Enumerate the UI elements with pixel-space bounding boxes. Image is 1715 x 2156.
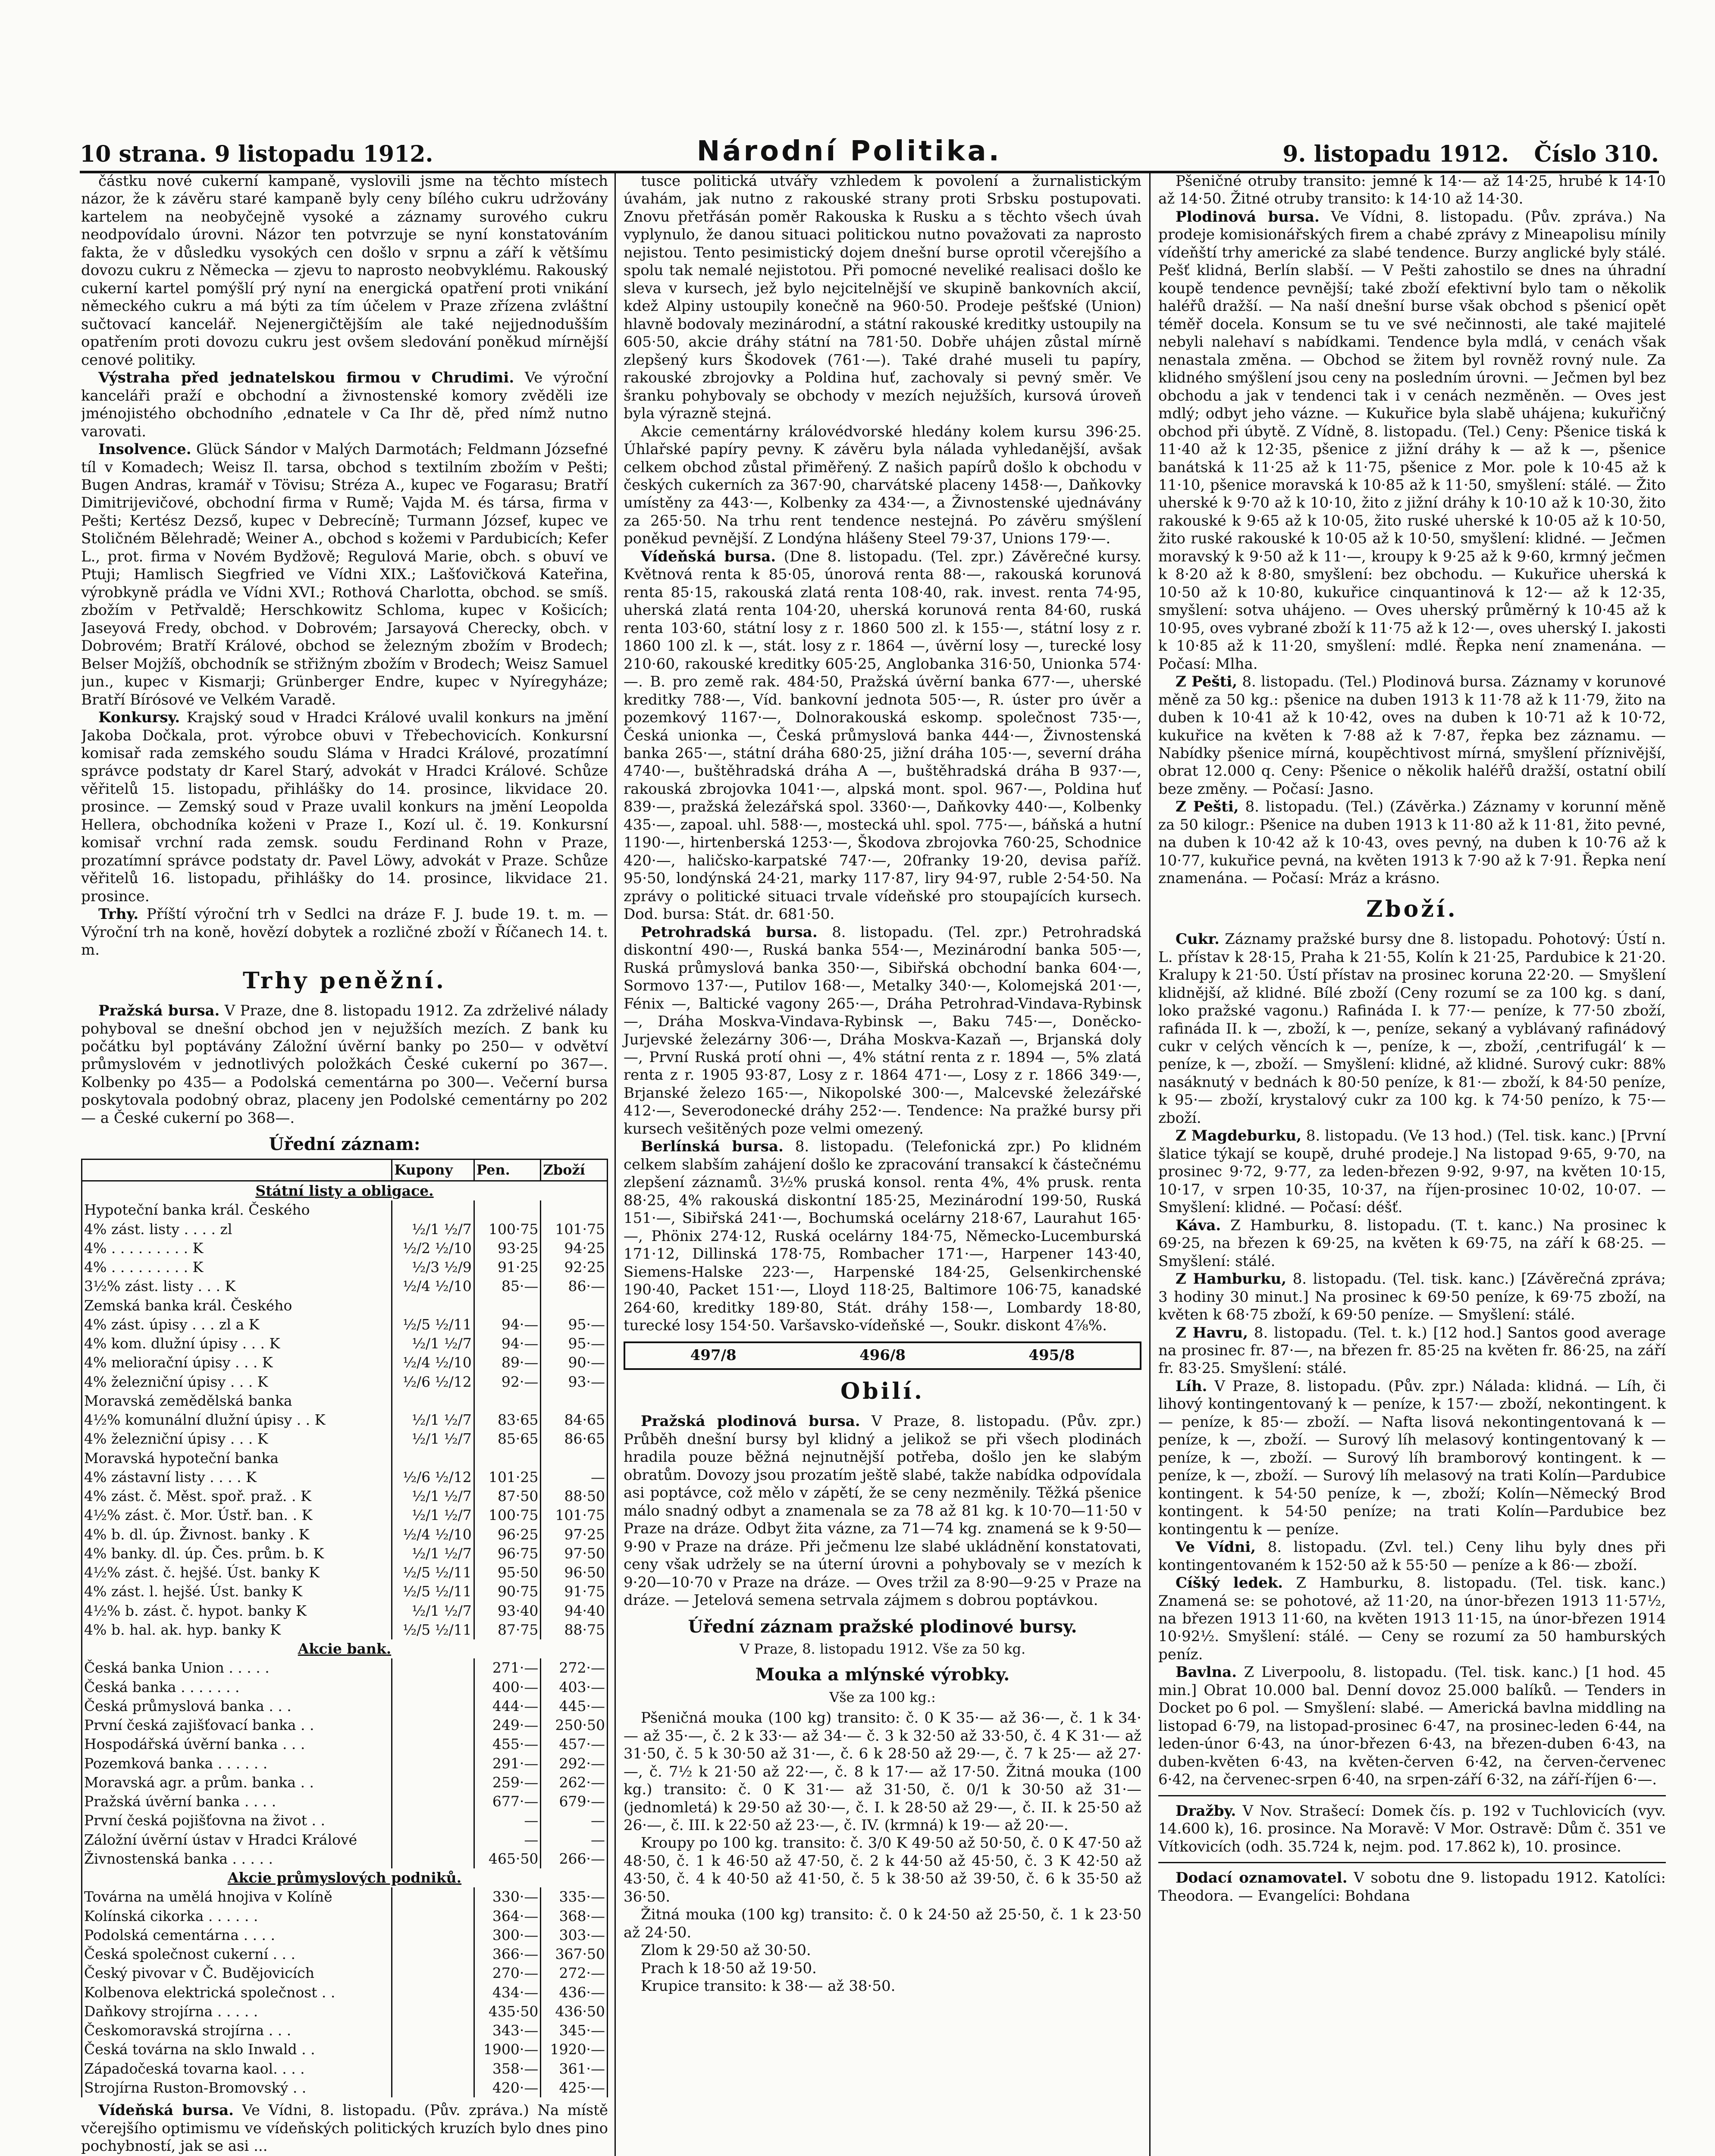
table-row	[82, 1544, 608, 1563]
table-cell: 4% zástavní listy . . . . K	[82, 1468, 392, 1487]
table-cell: 300·—	[474, 1926, 541, 1945]
table-cell: 4½% zást. č. Mor. Ústř. ban. . K	[82, 1506, 392, 1525]
saltpetre-section: Cíšký ledek. Z Hamburku, 8. listopadu. (Tel. tisk. kanc.) Znamená se: se pohotové, až 11·20, na únor-březen 1913 11·57½, na březen 1913 11·60, na květen 1913 11·15, na únor-březen 1914 10·92½. Smyšlení: stálé. — Ceny se rozumí za 50 hamburských peníz.	[1158, 1574, 1666, 1663]
table-cell	[392, 1887, 474, 1906]
table-cell: 420·—	[474, 2078, 541, 2097]
table-cell	[392, 1296, 474, 1315]
table-cell: Pražská úvěrní banka . . . .	[82, 1792, 392, 1811]
pest-section: Z Pešti, 8. listopadu. (Tel.) Plodinová bursa. Záznamy v korunové měně za 50 kg.: pšenice na duben 1913 k 11·78 až k 11·79, žito na duben k 10·41 až k 10·42, oves na duben k 10·71 až k 10·72, kukuřice na květen k 7·88 až k 7·87, řepka bez záznamu. — Nabídky pšenice mírná, koupěchtivost mírná, smyšlení příznivější, obrat 12.000 q. Ceny: Pšenice o několik haléřů dražší, ostatní obilí beze změny. — Počasí: Jasno.	[1158, 673, 1666, 798]
table-cell: 96·75	[474, 1544, 541, 1563]
table-cell	[392, 1964, 474, 1983]
table-row	[82, 1983, 608, 2002]
rate-strip	[624, 1341, 1141, 1369]
rate-2: 496/8	[859, 1347, 906, 1364]
table-cell: 4% . . . . . . . . . K	[82, 1258, 392, 1277]
table-cell: —	[474, 1811, 541, 1830]
column-3	[1149, 172, 1666, 2156]
table-cell: 4% zást. úpisy . . . zl a K	[82, 1315, 392, 1334]
table-cell	[392, 1907, 474, 1926]
bran-prices: Pšeničné otruby transito: jemné k 14·— až 14·25, hrubé k 14·10 až 14·50. Žitné otruby transito: k 14·10 až 14·30.	[1158, 172, 1666, 208]
table-row	[82, 1563, 608, 1582]
table-row	[82, 1200, 608, 1219]
vienna-spirit-section: Ve Vídni, 8. listopadu. (Zvl. tel.) Ceny lihu byly dnes při kontingentovaném k 152·50 až k 55·50 — peníze a k 86·— zboží.	[1158, 1539, 1666, 1574]
table-row	[82, 1220, 608, 1239]
table-row	[82, 1506, 608, 1525]
warning-section: Výstraha před jednatelskou firmou v Chrudimi. Ve výroční kanceláři praží e obchodní a živnostenské komory zvěděli ize jménojistého obchodního ,ednatele v Ca Ihr dě, před nímž nutno varovati.	[81, 369, 608, 440]
flour-sub: Vše za 100 kg.:	[829, 1689, 936, 1706]
table-cell	[392, 2021, 474, 2040]
table-cell: ½/3 ½/9	[392, 1258, 474, 1277]
table-cell: 677·—	[474, 1792, 541, 1811]
table-row	[82, 1181, 608, 1201]
table-cell: 4% železniční úpisy . . . K	[82, 1373, 392, 1391]
table-row	[82, 1773, 608, 1792]
table-cell	[392, 1678, 474, 1697]
magdeburg-section: Z Magdeburku, 8. listopadu. (Ve 13 hod.) (Tel. tisk. kanc.) [První šlatice týkají se koupě, druhé prodeje.] Na listopad 9·65, 9·70, na prosinec 9·72, 9·77, za leden-březen 9·92, 9·97, na květen 10·15, 10·17, v srpen 10·35, 10·37, na říjen-prosinec 10·02, 10·07. — Smyšlení: klidné. — Počasí: déšť.	[1158, 1127, 1666, 1216]
table-row	[82, 1907, 608, 1926]
table-row	[82, 1373, 608, 1391]
spirit-section: Líh. V Praze, 8. listopadu. (Pův. zpr.) Nálada: klidná. — Líh, či lihový kontingentovaný k — peníze, k 157·— zboží, nekontingent. k — peníze, k 85·— zboží. — Nafta lisová nekontingentovaná k — peníze, k —, zboží. — Surový líh melasový kontingentovaný k — peníze, k —, zboží. — Surový líh bramborový kontingent. k — peníze, k —, zboží. — Surový líh melasový na trati Kolín—Pardubice kontingent. k 54·50 peníze, k —, zboží; Kolín—Německý Brod kontingent. k 54·50 peníze; na trati Kolín—Pardubice bez kontingentu k — peníze.	[1158, 1377, 1666, 1538]
table-cell: První česká pojišťovna na život . .	[82, 1811, 392, 1830]
hamburg-section: Z Hamburku, 8. listopadu. (Tel. tisk. kanc.) [Závěrečná zpráva; 3 hodiny 30 minut.] Na prosinec k 69·50 peníze, k 69·75 zboží, na květen k 68·75 zboží, k 69·50 peníze. — Smyšlení: stálé.	[1158, 1270, 1666, 1324]
vienna-grain-section: Plodinová bursa. Ve Vídni, 8. listopadu. (Pův. zpráva.) Na prodeje komisionářských firem a chabé zprávy z Mineapolisu mínily vídeňští trhy americké za slabé tendence. Burzy anglické byly stálé. Pešť klidná, Berlín slabší. — V Pešti zahostilo se dnes na úhradní koupě tendence pevnější; také zboží efektivní bylo tam o několik haléřů dražší. — Na naší dnešní burse však obchod s pšenicí opět téměř docela. Konsum se tu ve své nečinnosti, ale také majitelé nebyli nalehaví s nabídkami. Tendence byla mdlá, v cenách však nenastala změna. — Obchod se žitem byl rovněž rovný nule. Za klidného smýšlení jsou ceny na posledním úrovni. — Ječmen byl bez obchodu a jak v tendenci tak i v cenách nezměněn. — Oves jest mdlý; odbyt jeho vázne. — Kukuřice byla slabě uhájena; kukuřičný obchod při úbytě. Z Vídně, 8. listopadu. (Tel.) Ceny: Pšenice tiská k 11·40 až k 12·35, pšenice z jižní dráhy k — až k —, pšenice banátská k 11·25 až k 11·75, pšenice z Mor. pole k 10·45 až k 11·10, pšenice moravská k 10·85 až k 11·50, smyšlení: stálé. — Žito uherské k 9·70 až k 10·10, žito z jižní dráhy k 10·10 až k 10·30, žito rakouské k 9·65 až k 10·05, žito ruské uherské k 10·05 až k 10·50, žito ruské rakouské k 10·05 až k 10·50, smyšlení: klidné. — Ječmen moravský k 9·50 až k 11·—, kroupy k 9·25 až k 9·60, krmný ječmen k 8·20 až k 8·80, smyšlení: bez obchodu. — Kukuřice uherská k 10·50 až k 10·80, kukuřice cinquantinová k 12·— až k 12·35, smyšlení: sotva uhájeno. — Oves uherský průměrný k 10·45 až k 10·95, oves vybrané zboží k 11·75 až k 12·—, oves uherský I. jakosti k 10·85 až k 11·20, smyšlení: mdlé. Řepka není znamenána. — Počasí: Mlha.	[1158, 208, 1666, 673]
table-row	[82, 1678, 608, 1697]
obili-heading: Obilí.	[840, 1378, 925, 1404]
table-cell	[392, 2002, 474, 2021]
table-cell: ½/6 ½/12	[392, 1468, 474, 1487]
official-grain-heading: Úřední záznam pražské plodinové bursy.	[688, 1616, 1077, 1637]
kroupy-prices: Kroupy po 100 kg. transito: č. 3/0 K 49·50 až 50·50, č. 0 K 47·50 až 48·50, č. 1 k 46·50 až 47·50, č. 2 k 44·50 až 45·50, č. 3 K 42·50 až 43·50, č. 4 k 40·50 až 41·50, č. 5 k 38·50 až 39·50, č. 6 k 35·50 až 36·50.	[624, 1834, 1141, 1905]
table-row	[82, 2021, 608, 2040]
table-cell	[392, 1811, 474, 1830]
table-row	[82, 1449, 608, 1468]
table-row	[82, 1620, 608, 1639]
table-row	[82, 2059, 608, 2078]
table-cell: ½/1 ½/7	[392, 1410, 474, 1429]
table-cell: ½/4 ½/10	[392, 1277, 474, 1296]
table-cell: ½/4 ½/10	[392, 1525, 474, 1544]
havre-section: Z Havru, 8. listopadu. (Tel. t. k.) [12 hod.] Santos good average na prosinec fr. 87·—, na březen fr. 85·25 na květen fr. 86·25, na září fr. 83·25. Smyšlení: stálé.	[1158, 1324, 1666, 1377]
table-cell: 4% zást. l. hejšé. Úst. banky K	[82, 1582, 392, 1601]
table-row	[82, 1601, 608, 1620]
table-row	[82, 1945, 608, 1964]
table-row	[82, 1658, 608, 1677]
table-cell: ½/1 ½/7	[392, 1487, 474, 1506]
table-cell: 4½% b. zást. č. hypot. banky K	[82, 1601, 392, 1620]
table-cell: 3½% zást. listy . . . K	[82, 1277, 392, 1296]
table-cell: 83·65	[474, 1410, 541, 1429]
table-cell: 271·—	[474, 1658, 541, 1677]
table-cell	[392, 1792, 474, 1811]
table-cell: Česká banka Union . . . . .	[82, 1658, 392, 1677]
table-cell	[392, 1449, 474, 1468]
table-cell: 4% b. dl. úp. Živnost. banky . K	[82, 1525, 392, 1544]
table-row	[82, 1754, 608, 1773]
flour-prices: Pšeničná mouka (100 kg) transito: č. 0 K 35·— až 36·—, č. 1 k 34·— až 35·—, č. 2 k 33·— až 34·— č. 3 k 32·50 až 33·50, č. 4 K 31·— až 31·50, č. 5 k 30·50 až 31·—, č. 6 k 28·50 až 29·—, č. 7 k 25·— až 27·—, č. 7½ k 21·50 až 22·—, č. 8 k 17·— až 17·50. Žitná mouka (100 kg.) transito: č. 0 K 31·— až 31·50, č. 0/1 k 30·50 až 31·— (jednomletá) k 29·50 až 30·—, č. I. k 28·50 až 29·—, č. II. k 25·50 až 26·—, č. III. k 22·50 až 23·—, č. IV. (krmná) k 19·— až 20·—.	[624, 1709, 1141, 1834]
flour-heading: Mouka a mlýnské výrobky.	[755, 1664, 1010, 1685]
table-row	[82, 2078, 608, 2097]
table-cell: Zemská banka král. Českého	[82, 1296, 392, 1315]
column-2	[615, 172, 1141, 2156]
table-row	[82, 1277, 608, 1296]
sugar-section: Cukr. Záznamy pražské bursy dne 8. listopadu. Pohotový: Ústí n. L. přístav k 28·15, Praha k 21·55, Kolín k 21·25, Pardubice k 21·20. Kralupy k 21·50. Ústí přístav na prosinec koruna 22·20. — Smyšlení klidnější, až klidné. Bílé zboží (Ceny rozumí se za 100 kg. s daní, loko pražské vagonu.) Rafináda I. k 77·— peníze, k 77·50 zboží, rafináda II. k —, zboží, k —, peníze, sekaný a vyblávaný rafinádový cukr v celých věncích k —, peníze, k —, zboží, ‚centrifugál‘ k — peníze, k —, zboží. — Smyšlení: klidné, až klidné. Surový cukr: 88% nasáknutý v bednách k 80·50 peníze, k 81·— zboží, k 84·50 peníze, k 95·— zboží, krystalový cukr za 100 kg. k 74·50 penízo, k 75·— zboží.	[1158, 931, 1666, 1127]
page-header	[80, 129, 1659, 173]
issue-number: Číslo 310.	[1534, 141, 1659, 167]
table-cell: 91·75	[541, 1582, 608, 1601]
table-row	[82, 2002, 608, 2021]
table-cell: ½/5 ½/11	[392, 1315, 474, 1334]
table-header-cell	[82, 1159, 392, 1181]
table-cell: —	[541, 1811, 608, 1830]
table-cell	[392, 1983, 474, 2002]
table-row	[82, 1258, 608, 1277]
table-cell	[474, 1200, 541, 1219]
prach-price: Prach k 18·50 až 19·50.	[641, 1959, 817, 1977]
table-row	[82, 1334, 608, 1353]
table-row	[82, 1735, 608, 1754]
table-cell: 445·—	[541, 1697, 608, 1716]
table-cell: Továrna na umělá hnojiva v Kolíně	[82, 1887, 392, 1906]
table-row	[82, 1639, 608, 1658]
vienna-report-p2: Akcie cementárny královédvorské hledány kolem kursu 396·25. Úhlařské papíry pevny. K závěru byla nálada vyhledanější, avšak celkem obchod zůstal přiměřený. Z našich papírů došlo k obchodu v českých cukerních za 367·90, charvátské placeny 1458·—, Daňkovky umístěny za 443·—, Kolbenky za 434·—, a Živnostenské ujednávány za 265·50. Na trhu rent tendence nestejná. Po závěru smýšlení poněkud pevnější. Z Londýna hlášeny Steel 79·37, Unions 179·—.	[624, 423, 1141, 548]
table-header-cell: Zboží	[541, 1159, 608, 1181]
table-cell: 93·25	[474, 1239, 541, 1258]
konkursy-section: Konkursy. Krajský soud v Hradci Králové uvalil konkurs na jmění Jakoba Dočkala, prot. výrobce obuvi v Třebechovicích. Konkursní komisař rada zemského soudu Sláma v Hradci Králové, prozatímní správce podstaty dr Karel Starý, advokát v Hradci Králové. Schůze věřitelů 15. listopadu, přihlášky do 14. prosince, likvidace 20. prosince. — Zemský soud v Praze uvalil konkurs na jmění Leopolda Hellera, obchodníka koženi v Praze I., Kozí ul. č. 19. Konkursní komisař vrchní rada zemsk. soudu Ferdinand Rohn v Praze, prozatímní správce podstaty dr. Pavel Löwy, advokát v Praze. Schůze věřitelů 16. listopadu, přihlášky do 14. prosince, likvidace 21. prosince.	[81, 709, 608, 905]
table-cell: Moravská agr. a prům. banka . .	[82, 1773, 392, 1792]
table-cell	[392, 1200, 474, 1219]
table-cell: —	[541, 1830, 608, 1849]
table-cell: ½/5 ½/11	[392, 1563, 474, 1582]
table-cell	[392, 1391, 474, 1410]
table-cell: ½/6 ½/12	[392, 1373, 474, 1391]
table-cell: 4% železniční úpisy . . . K	[82, 1429, 392, 1448]
zitna-prices: Žitná mouka (100 kg) transito: č. 0 k 24·50 až 25·50, č. 1 k 23·50 až 24·50.	[624, 1906, 1141, 1941]
table-row	[82, 1926, 608, 1945]
table-cell: 434·—	[474, 1983, 541, 2002]
table-cell: 93·—	[541, 1373, 608, 1391]
table-cell	[474, 1449, 541, 1468]
table-cell: Pozemková banka . . . . . .	[82, 1754, 392, 1773]
table-cell: 4% b. hal. ak. hyp. banky K	[82, 1620, 392, 1639]
wien-quotes-section: Vídeňská bursa. (Dne 8. listopadu. (Tel. zpr.) Závěrečné kursy. Květnová renta k 85·05, únorová renta 88·—, rakouská korunová renta 85·15, rakouská zlatá renta 108·40, rak. invest. renta 74·95, uherská zlatá renta 104·20, uherská korunová renta 84·60, ruská renta 103·60, státní losy z r. 1860 500 zl. k 155·—, státní losy z r. 1860 100 zl. k —, stát. losy z r. 1864 —, úvěrní losy —, turecké losy 210·60, rakouské kreditky 605·25, Anglobanka 316·50, Unionka 574·—. B. pro země rak. 484·50, Pražská úvěrní banka 677·—, uherské kreditky 788·—, Víd. bankovní jednota 505·—, R. úster pro úvěr a pozemkový 1167·—, Dolnorakouská eskomp. společnost 735·—, Česká unionka —, Česká průmyslová banka 444·—, Živnostenská banka 265·—, státní dráha 680·25, jižní dráha 105·—, severní dráha 4740·—, buštěhradská dráha A —, buštěhradská dráha B 937·—, rakouská zbrojovka 1041·—, alpská mont. spol. 967·—, Poldina huť 839·—, pražská železářská spol. 3360·—, Daňkovky 440·—, Kolbenky 435·—, zapoal. uhl. 588·—, mostecká uhl. spol. 775·—, báňská a hutní 1190·—, hirtenberská 1253·—, Škodova zbrojovka 760·25, Schodnice 420·—, haličsko-karpatské 747·—, 20franky 19·20, devisa paříž. 95·50, londýnská 24·21, marky 117·87, liry 94·97, ruble 2·54·50. Na zprávy o politické situaci trvale vídeňské pro stoupajících kursech. Dod. bursa: Stát. dr. 681·50.	[624, 548, 1141, 923]
table-cell: 403·—	[541, 1678, 608, 1697]
table-cell: 457·—	[541, 1735, 608, 1754]
table-row	[82, 1887, 608, 1906]
table-row	[82, 1697, 608, 1716]
table-cell: ½/1 ½/7	[392, 1601, 474, 1620]
table-cell: 88·50	[541, 1487, 608, 1506]
table-row	[82, 1830, 608, 1849]
table-cell	[392, 1754, 474, 1773]
table-row	[82, 1429, 608, 1448]
table-cell: Česká banka . . . . . . .	[82, 1678, 392, 1697]
table-cell: 94·40	[541, 1601, 608, 1620]
table-row	[82, 1410, 608, 1429]
table-row	[82, 1468, 608, 1487]
table-cell: 94·—	[474, 1315, 541, 1334]
table-row	[82, 1716, 608, 1735]
table-cell: 94·—	[474, 1334, 541, 1353]
table-cell	[392, 2078, 474, 2097]
table-cell: 368·—	[541, 1907, 608, 1926]
table-cell: 97·50	[541, 1544, 608, 1563]
table-cell: 435·50	[474, 2002, 541, 2021]
table-cell: 1900·—	[474, 2040, 541, 2059]
table-cell: 1920·—	[541, 2040, 608, 2059]
table-cell: 101·25	[474, 1468, 541, 1487]
table-cell: 249·—	[474, 1716, 541, 1735]
rate-1: 497/8	[690, 1347, 737, 1364]
column-1	[81, 172, 608, 2156]
table-cell: Česká továrna na sklo Inwald . .	[82, 2040, 392, 2059]
table-cell: 92·—	[474, 1373, 541, 1391]
table-cell: 444·—	[474, 1697, 541, 1716]
table-cell: 87·50	[474, 1487, 541, 1506]
table-cell: —	[474, 1830, 541, 1849]
table-cell: Český pivovar v Č. Budějovicích	[82, 1964, 392, 1983]
table-row	[82, 1811, 608, 1830]
table-cell: 4% meliorační úpisy . . . K	[82, 1353, 392, 1372]
table-cell: 100·75	[474, 1506, 541, 1525]
table-cell: 4% . . . . . . . . . K	[82, 1239, 392, 1258]
zbozi-heading: Zboží.	[1366, 896, 1458, 922]
table-cell: 343·—	[474, 2021, 541, 2040]
table-cell: Strojírna Ruston-Bromovský . .	[82, 2078, 392, 2097]
petrograd-section: Petrohradská bursa. 8. listopadu. (Tel. zpr.) Petrohradská diskontní 490·—, Ruská banka 554·—, Mezinárodní banka 505·—, Ruská průmyslová banka 350·—, Sibiřská obchodní banka 604·—, Sormovo 137·—, Putilov 168·—, Metalky 340·—, Kolomejská 201·—, Fénix —, Baltické vagony 265·—, Dráha Petrohrad-Vindava-Rybinsk —, Dráha Moskva-Vindava-Rybinsk —, Baku 745·—, Doněcko-Jurjevské železárny 306·—, Dráha Moskva-Kazaň —, Brjanská doly —, První Ruská protí ohni —, 4% státní renta z r. 1894 —, 5% zlatá renta z r. 1905 93·87, Losy z r. 1864 471·—, Losy z r. 1866 349·—, Brjanské železo 165·—, Nikopolské 300·—, Malcevské železářské 412·—, Severodonecké dráhy 252·—. Tendence: Na pražké bursy při kursech vešitěných poze velmi omezený.	[624, 923, 1141, 1138]
table-cell: Česká společnost cukerní . . .	[82, 1945, 392, 1964]
table-row	[82, 1525, 608, 1544]
table-cell	[392, 1658, 474, 1677]
table-cell: 90·—	[541, 1353, 608, 1372]
table-cell: 465·50	[474, 1849, 541, 1868]
table-cell: 303·—	[541, 1926, 608, 1945]
table-cell	[474, 1391, 541, 1410]
table-row	[82, 1239, 608, 1258]
table-cell	[392, 1773, 474, 1792]
table-cell: 94·25	[541, 1239, 608, 1258]
table-cell: Hospodářská úvěrní banka . . .	[82, 1735, 392, 1754]
table-cell: ½/1 ½/7	[392, 1429, 474, 1448]
insolvence-section: Insolvence. Glück Sándor v Malých Darmotách; Feldmann Józsefné tíl v Komadech; Weisz Il. tarsa, obchod s textilním zbožím v Pešti; Bugen Andras, kramář v Tövisu; Stréza A., kupec ve Fogarasu; Bratří Dimitrijevičové, obchodní firma v Rumě; Vajda M. és társa, firma v Pešti; Kertész Dezső, kupec v Debrecíně; Turmann József, kupec ve Stoličném Bělehradě; Weiner A., obchod s kožemi v Pardubicích; Kefer L., prot. firma v Novém Bydžově; Regulová Marie, obch. s obuví ve Ptuji; Hamlisch Siegfried ve Vídni XIX.; Lašťovičková Kateřina, výrobkyně prádla ve Vídni XVI.; Rothová Charlotta, obchod. se smíš. zbožím v Petřvaldě; Herschkowitz Schloma, kupec v Košicích; Jaseyová Fredy, obchod. v Dobrovém; Jarsayová Cherecky, obch. v Dobrovém; Bratří Králové, obchod se železným zbožím v Brodech; Belser Mojžíš, obchodník se střižným zbožím v Brodech; Weisz Samuel jun., kupec v Kismarji; Grünberger Endre, kupec v Nyíregyháze; Bratří Bírósové ve Velkém Varadě.	[81, 441, 608, 708]
table-header-cell: Pen.	[474, 1159, 541, 1181]
table-section-title: Akcie průmyslových podniků.	[82, 1868, 608, 1887]
table-cell: 88·75	[541, 1620, 608, 1639]
table-cell: 366·—	[474, 1945, 541, 1964]
table-cell	[541, 1449, 608, 1468]
table-cell: 101·75	[541, 1506, 608, 1525]
table-cell: 95·—	[541, 1315, 608, 1334]
table-cell: 86·—	[541, 1277, 608, 1296]
table-cell	[541, 1296, 608, 1315]
table-cell: 93·40	[474, 1601, 541, 1620]
table-cell: 436·50	[541, 2002, 608, 2021]
table-cell: ½/5 ½/11	[392, 1620, 474, 1639]
coffee-section: Káva. Z Hamburku, 8. listopadu. (T. t. kanc.) Na prosinec k 69·25, na březen k 69·25, na květen k 69·75, na září k 68·25. — Smyšlení: stálé.	[1158, 1216, 1666, 1270]
table-cell	[474, 1296, 541, 1315]
table-cell: 4% zást. listy . . . . zl	[82, 1220, 392, 1239]
table-cell: 100·75	[474, 1220, 541, 1239]
table-cell	[392, 1716, 474, 1735]
table-cell: 84·65	[541, 1410, 608, 1429]
table-cell: 335·—	[541, 1887, 608, 1906]
table-cell: 679·—	[541, 1792, 608, 1811]
sugar-article: částku nové cukerní kampaně, vyslovili jsme na těchto místech názor, že k závěru staré kampaně byly ceny bílého cukru udržovány kartelem na neobyčejně vysoké a záznamy surového cukru neodpovídalo úrovni. Názor ten potvrzuje se nyní konstatováním fakta, že v důsledku vysokých cen došlo v srpnu a září k většímu dovozu cukru z Německa — zjevu to naprosto neobvyklému. Rakouský cukerní kartel pomýšlí prý nyní na energická opatření proti vnikání německého cukru a má býti za tím účelem v Praze zřízena zvláštní sučtovací kancelář. Nejenergičtějším ale také nejjednodušším opatřením proti dovozu cukru jest ovšem sledování poněkud mírnější cenové politiky.	[81, 172, 608, 369]
table-row	[82, 1353, 608, 1372]
vienna-bourse-section: Vídeňská bursa. Ve Vídni, 8. listopadu. (Pův. zpráva.) Na místě včerejšího optimismu ve vídeňských politických kruzích bylo dnes pino pochybností, jak se asi ...	[81, 2102, 608, 2155]
table-cell: 367·50	[541, 1945, 608, 1964]
table-cell: ½/5 ½/11	[392, 1582, 474, 1601]
table-cell: 425·—	[541, 2078, 608, 2097]
table-cell: 4½% zást. č. hejšé. Úst. banky K	[82, 1563, 392, 1582]
table-cell: První česká zajišťovací banka . .	[82, 1716, 392, 1735]
table-row	[82, 1849, 608, 1868]
table-cell: 361·—	[541, 2059, 608, 2078]
table-cell: Záložní úvěrní ústav v Hradci Králové	[82, 1830, 392, 1849]
table-cell: ½/1 ½/7	[392, 1506, 474, 1525]
table-cell: 92·25	[541, 1258, 608, 1277]
table-cell: 250·50	[541, 1716, 608, 1735]
table-cell: 4% banky. dl. úp. Čes. prům. b. K	[82, 1544, 392, 1563]
table-cell: ½/1 ½/7	[392, 1220, 474, 1239]
rate-3: 495/8	[1028, 1347, 1075, 1364]
table-row	[82, 1296, 608, 1315]
auctions-section: Dražby. V Nov. Strašecí: Domek čís. p. 192 v Tuchlovicích (vyv. 14.600 k), 16. prosince. Na Moravě: V Mor. Ostravě: Dům č. 351 ve Vítkovicích (odh. 35.724 k, nejm. pod. 17.862 k), 10. prosince.	[1158, 1802, 1666, 1855]
table-row	[82, 1868, 608, 1887]
header-right	[1265, 141, 1659, 167]
table-cell: 330·—	[474, 1887, 541, 1906]
table-cell: Moravská hypoteční banka	[82, 1449, 392, 1468]
page-number-date: 10 strana. 9 listopadu 1912.	[80, 141, 433, 167]
table-cell: 4½% komunální dlužní úpisy . . K	[82, 1410, 392, 1429]
table-cell	[392, 1830, 474, 1849]
table-cell: 400·—	[474, 1678, 541, 1697]
table-cell: 87·75	[474, 1620, 541, 1639]
trhy-section: Trhy. Příští výroční trh v Sedlci na dráze F. J. bude 19. t. m. — Výroční trh na koně, hovězí dobytek a rozličné zboží v Říčanech 14. t. m.	[81, 906, 608, 959]
divider	[1158, 1862, 1666, 1863]
table-cell	[392, 1849, 474, 1868]
table-cell: Daňkovy strojírna . . . . .	[82, 2002, 392, 2021]
table-cell: Kolbenova elektrická společnost . .	[82, 1983, 392, 2002]
table-cell: ½/4 ½/10	[392, 1353, 474, 1372]
divider	[1158, 1795, 1666, 1796]
table-cell: 259·—	[474, 1773, 541, 1792]
table-cell	[392, 2059, 474, 2078]
table-cell: ½/1 ½/7	[392, 1334, 474, 1353]
table-cell: 90·75	[474, 1582, 541, 1601]
zlom-price: Zlom k 29·50 až 30·50.	[641, 1942, 811, 1959]
table-cell: 270·—	[474, 1964, 541, 1983]
table-cell: Českomoravská strojírna . . .	[82, 2021, 392, 2040]
grain-bourse-section: Pražská plodinová bursa. V Praze, 8. listopadu. (Pův. zpr.) Průběh dnešní bursy byl klidný a jelikož se při všech plodinách hradila pouze běžná nejnutnější potřeba, došlo jen ke slabým obratům. Dovozy jsou prozatím ještě slabé, takže nabídka odpovídala asi poptávce, což mělo v zápětí, že se ceny nezměnily. Těžká pšenice málo snadný odbyt a znamenala se za 78 až 81 kg. k 10·70—11·50 v Praze na dráze. Odbyt žita vázne, za 71—74 kg. znamená se k 9·50—9·90 v Praze na dráze. Při ječmenu lze slabé ukládnění konstatovati, ceny však udržely se na úterní úrovni a pohybovaly se v mezích k 9·20—10·70 v Praze na dráze. — Oves tržil za 8·90—9·25 v Praze na dráze. — Jetelová semena setrvala zájmem s dobrou poptávkou.	[624, 1413, 1141, 1609]
table-cell: 4% kom. dlužní úpisy . . . K	[82, 1334, 392, 1353]
table-cell: Kolínská cikorka . . . . . .	[82, 1907, 392, 1926]
table-cell: 91·25	[474, 1258, 541, 1277]
table-section-title: Státní listy a obligace.	[82, 1181, 608, 1201]
table-row	[82, 1487, 608, 1506]
table-row	[82, 1315, 608, 1334]
cotton-section: Bavlna. Z Liverpoolu, 8. listopadu. (Tel. tisk. kanc.) [1 hod. 45 min.] Obrat 10.000 bal. Denní dovoz 25.000 balíků. — Tenders in Docket po 6 pol. — Smyšlení: slabé. — Americká bavlna middling na listopad 6·79, na listopad-prosinec 6·47, na prosinec-leden 6·44, na leden-únor 6·43, na únor-březen 6·43, na březen-duben 6·43, na duben-květen 6·43, na květen-červen 6·42, na červen-červenec 6·42, na červenec-srpen 6·40, na srpen-září 6·32, na září-říjen 6·—.	[1158, 1664, 1666, 1789]
table-cell: ½/2 ½/10	[392, 1239, 474, 1258]
table-cell: 436·—	[541, 1983, 608, 2002]
stock-table	[81, 1159, 608, 2097]
masthead-title: Národní Politika.	[696, 135, 1002, 167]
table-cell: 272·—	[541, 1658, 608, 1677]
table-cell	[392, 1926, 474, 1945]
table-section-title: Akcie bank.	[82, 1639, 608, 1658]
table-row	[82, 1964, 608, 1983]
table-cell: 4% zást. č. Měst. spoř. praž. . K	[82, 1487, 392, 1506]
table-cell: 95·50	[474, 1563, 541, 1582]
table-cell	[392, 1945, 474, 1964]
table-cell	[392, 2040, 474, 2059]
table-cell: Moravská zemědělská banka	[82, 1391, 392, 1410]
table-cell	[541, 1391, 608, 1410]
table-cell: 97·25	[541, 1525, 608, 1544]
table-cell: 85·—	[474, 1277, 541, 1296]
table-cell: Hypoteční banka král. Českého	[82, 1200, 392, 1219]
table-cell: 262·—	[541, 1773, 608, 1792]
table-cell: 86·65	[541, 1429, 608, 1448]
table-cell: 96·50	[541, 1563, 608, 1582]
table-cell: 266·—	[541, 1849, 608, 1868]
krupice-price: Krupice transito: k 38·— až 38·50.	[641, 1977, 896, 1995]
vienna-report-continued: tusce politická utvářy vzhledem k povolení a žurnalistickým úvahám, jak nutno z rakouské strany proti Srbsku postupovati. Znovu přetřásán poměr Rakouska k Rusku a s těchto všech úvah vyplynulo, že danou situaci politickou nutno považovati za naprosto nejistou. Tento pesimistický dojem dnešní burse oprotil včerejšího a spolu tak nemalé nejistotou. Při pomocné neveliké realisaci došlo ke sleva v kursech, jež bylo nejcitelnější ve skupině bankovních akcií, kdež Alpiny ustoupily konečně na 960·50. Prodeje pešťské (Union) hlavně bodovaly mezinárodní, a státní rakouské kreditky ustoupily na 605·50, akcie dráhy státní na 781·50. Dobře uhájen zůstal mírně zlepšený kurs Škodovek (761·—). Také drahé museli tu papíry, rakouské zbrojovky a Poldina huť, zachovaly si pevný směr. Ve šranku pohybovaly se obchody v mezích nejužších, kursová úroveň byla výrazně stejná.	[624, 172, 1141, 423]
table-row	[82, 1582, 608, 1601]
official-grain-sub: V Praze, 8. listopadu 1912. Vše za 50 kg.	[739, 1641, 1026, 1658]
table-cell	[392, 1697, 474, 1716]
table-cell: 364·—	[474, 1907, 541, 1926]
table-cell: 96·25	[474, 1525, 541, 1544]
table-cell	[541, 1200, 608, 1219]
table-cell: 85·65	[474, 1429, 541, 1448]
table-row	[82, 2040, 608, 2059]
table-cell	[392, 1735, 474, 1754]
table-cell: 272·—	[541, 1964, 608, 1983]
table-cell: 455·—	[474, 1735, 541, 1754]
money-markets-heading: Trhy peněžní.	[243, 967, 446, 994]
table-cell: Živnostenská banka . . . . .	[82, 1849, 392, 1868]
berlin-section: Berlínská bursa. 8. listopadu. (Telefonická zpr.) Po klidném celkem slabším zahájení došlo ke zpracování transakcí k částečnému zlepšení záznamů. 3½% pruská konsol. renta 4%, 4% prusk. renta 88·25, 4% rakouská diskontní 185·25, Mezinárodní 199·50, Ruská 151·—, Sibiřská 241·—, Bochumská ocelárny 218·67, Laurahut 165·—, Phönix 274·12, Ruská ocelárny 184·75, Německo-Lucemburská 171·12, Dillinská 178·75, Rombacher 171·—, Harpener 143·40, Siemens-Halske 223·—, Harpenské 184·25, Gelsenkirchenské 190·40, Packet 151·—, Lloyd 118·25, Baltimore 106·75, kanadské 264·60, kreditky 189·80, Stát. dráhy 158·—, Lombardy 18·80, turecké losy 154·50. Varšavsko-vídeňské —, Soukr. diskont 4⅞%.	[624, 1138, 1141, 1334]
table-cell: 292·—	[541, 1754, 608, 1773]
table-cell: ½/1 ½/7	[392, 1544, 474, 1563]
pest2-section: Z Pešti, 8. listopadu. (Tel.) (Závěrka.) Záznamy v korunní měně za 50 kilogr.: Pšenice na duben 1913 k 11·80 až k 11·81, žito pevné, na duben k 10·42 až k 10·43, oves pevný, na duben k 10·76 až k 10·77, kukuřice pevná, na květen 1913 k 7·90 až k 7·91. Řepka není znamenána. — Počasí: Mráz a krásno.	[1158, 798, 1666, 887]
table-cell: —	[541, 1468, 608, 1487]
table-cell: 95·—	[541, 1334, 608, 1353]
official-record-heading: Úřední záznam:	[269, 1134, 420, 1155]
table-cell: Podolská cementárna . . . .	[82, 1926, 392, 1945]
table-header-cell: Kupony	[392, 1159, 474, 1181]
calendar-section: Dodací oznamovatel. V sobotu dne 9. listopadu 1912. Katolíci: Theodora. — Evangelíci: Bohdana	[1158, 1869, 1666, 1905]
table-cell: 345·—	[541, 2021, 608, 2040]
table-cell: Západočeská tovarna kaol. . . .	[82, 2059, 392, 2078]
table-row	[82, 1391, 608, 1410]
table-row	[82, 1792, 608, 1811]
table-cell: 101·75	[541, 1220, 608, 1239]
table-cell: Česká průmyslová banka . . .	[82, 1697, 392, 1716]
header-date: 9. listopadu 1912.	[1282, 141, 1509, 167]
table-cell: 291·—	[474, 1754, 541, 1773]
table-cell: 358·—	[474, 2059, 541, 2078]
prague-bourse-section: Pražská bursa. V Praze, dne 8. listopadu 1912. Za zdrželivé nálady pohyboval se dnešní obchod jen v nejužších mezích. Z bank ku počátku byl poptávány Záložní úvěrní banky po 250— v odvětví průmyslovém v jednotlivých položkách České cukerní po 367—. Kolbenky po 435— a Podolská cementárna po 300—. Večerní bursa poskytovala podobný obraz, placeny jen Podolské cementárny po 202— a České cukerní po 368—.	[81, 1002, 608, 1127]
table-cell: 89·—	[474, 1353, 541, 1372]
